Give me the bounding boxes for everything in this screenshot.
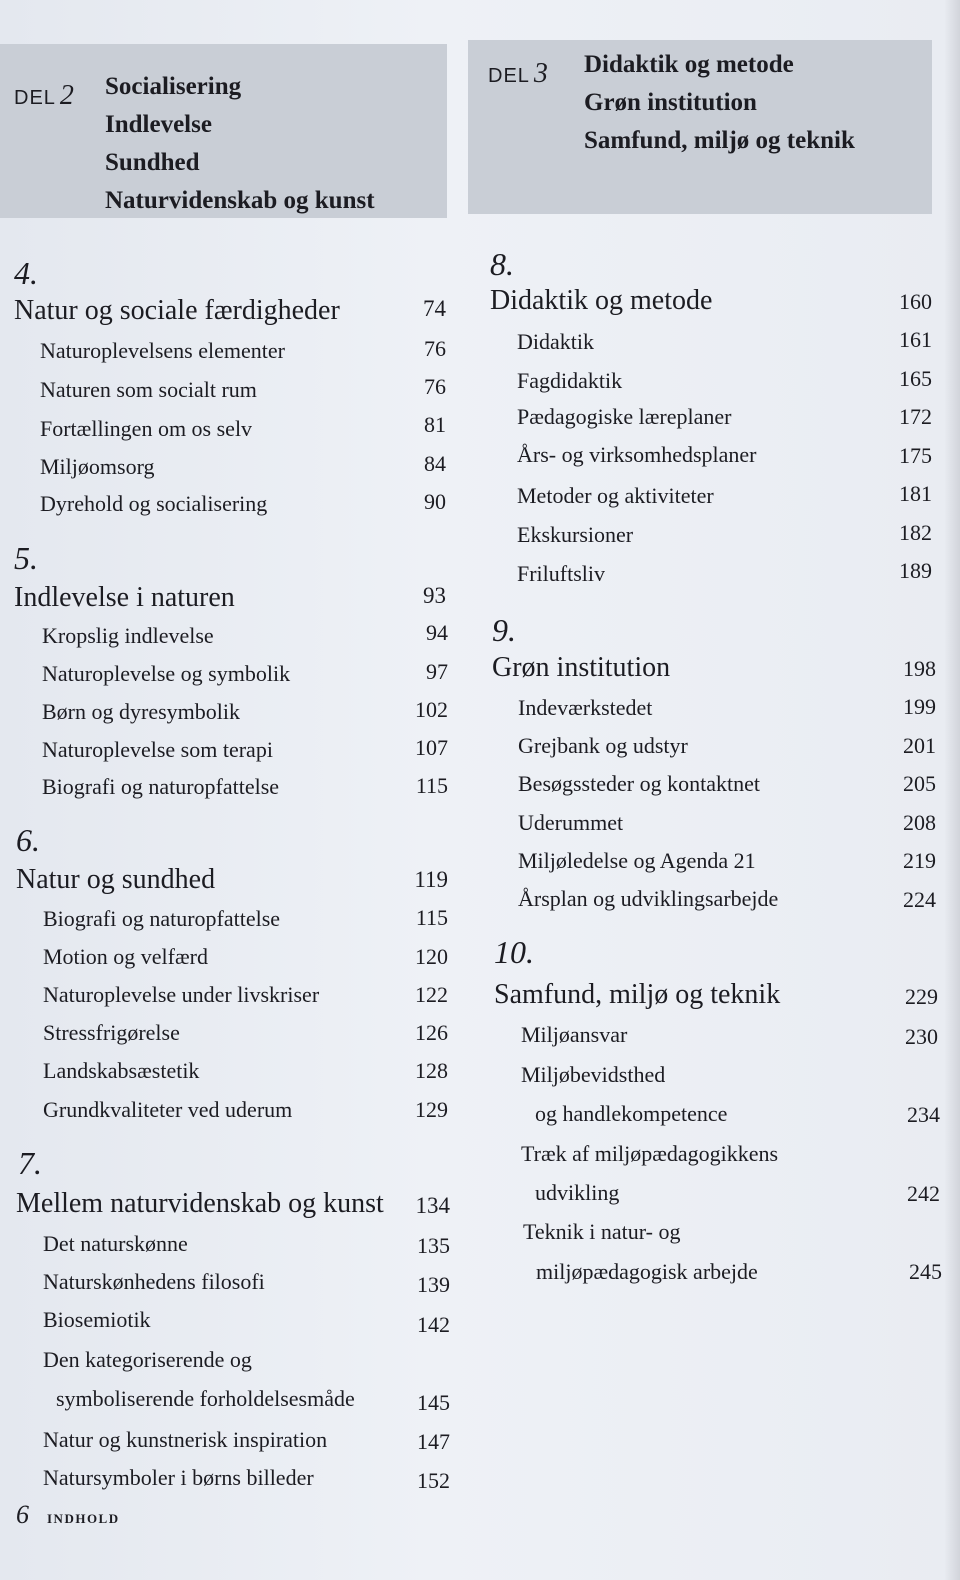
chapter-number: 10. [494,934,534,970]
del-label-text: DEL [14,87,56,109]
toc-entry: Ekskursioner [517,522,634,547]
toc-entry: Kropslig indlevelse [42,623,214,648]
toc-entry: Grundkvaliteter ved uderum [43,1097,293,1122]
toc-page: 102 [415,697,448,722]
toc-page: 135 [417,1233,450,1258]
toc-entry: udvikling [535,1180,620,1205]
del-number: 3 [533,58,549,89]
chapter-number: 4. [14,255,38,291]
toc-page: 165 [899,366,932,391]
toc-entry: Naturoplevelse under livskriser [43,982,320,1007]
toc-entry: Den kategoriserende og [43,1347,252,1372]
toc-page: 219 [903,848,936,873]
toc-page: 120 [415,944,448,969]
toc-entry: Grejbank og udstyr [518,733,688,758]
part-title: Samfund, miljø og teknik [584,127,855,154]
toc-entry: Biografi og naturopfattelse [42,774,280,799]
toc-page: 161 [899,327,932,352]
toc-entry: Naturoplevelsens elementer [40,338,285,363]
toc-entry: Friluftsliv [517,561,606,586]
toc-page: 122 [415,982,448,1007]
page-footer [16,1500,120,1530]
toc-page: 208 [903,810,936,835]
toc-page: 147 [417,1429,450,1454]
toc-entry: Biosemiotik [43,1307,151,1332]
toc-entry: Metoder og aktiviteter [517,483,714,508]
part-header-del-3 [468,40,932,214]
toc-page: 152 [417,1468,450,1493]
toc-page: 234 [907,1102,940,1127]
toc-page: 142 [417,1312,450,1337]
del-label [488,58,549,90]
toc-entry: Naturen som socialt rum [40,377,257,402]
toc-page: 81 [424,412,446,437]
toc-page: 201 [903,733,936,758]
chapter-page: 229 [905,984,938,1009]
toc-page: 230 [905,1024,938,1049]
toc-entry: Års- og virksomhedsplaner [517,442,757,467]
toc-page: 107 [415,735,448,760]
toc-entry: Teknik i natur- og [523,1219,681,1244]
chapter-title: Natur og sundhed [16,864,216,895]
toc-page: 172 [899,404,932,429]
toc-entry: Uderummet [518,810,624,835]
part-title: Grøn institution [584,89,757,116]
toc-page: 224 [903,887,936,912]
toc-entry: Stressfrigørelse [43,1020,180,1045]
chapter-title: Natur og sociale færdigheder [14,295,340,326]
del-label-text: DEL [488,65,530,87]
toc-entry: og handlekompetence [535,1101,728,1126]
toc-page: 205 [903,771,936,796]
toc-page: 76 [424,336,446,361]
toc-entry: Fortællingen om os selv [40,416,253,441]
toc-entry: Dyrehold og socialisering [40,491,268,516]
toc-entry: Træk af miljøpædagogikkens [521,1141,779,1166]
toc-page: 245 [909,1259,942,1284]
toc-entry: Årsplan og udviklingsarbejde [518,886,779,911]
part-titles [105,68,375,220]
chapter-number: 5. [14,540,38,576]
toc-entry: Natur og kunstnerisk inspiration [43,1427,328,1452]
chapter-page: 160 [899,289,932,314]
toc-entry: Natursymboler i børns billeder [43,1465,314,1490]
toc-entry: Børn og dyresymbolik [42,699,240,724]
footer-label: INDHOLD [47,1511,120,1526]
chapter-page: 134 [415,1193,450,1218]
toc-entry: Motion og velfærd [43,944,208,969]
toc-page: 199 [903,694,936,719]
toc-page: 145 [417,1390,450,1415]
part-header-del-2 [0,44,447,218]
part-title: Indlevelse [105,111,212,138]
toc-entry: Miljøbevidsthed [521,1062,666,1087]
chapter-title: Grøn institution [492,652,671,683]
toc-page: 115 [415,773,448,798]
toc-page: 182 [899,520,932,545]
toc-page: 129 [415,1097,448,1122]
toc-entry: Didaktik [517,329,594,354]
toc-entry: Naturskønhedens filosofi [43,1269,265,1294]
toc-entry: Pædagogiske læreplaner [517,404,732,429]
part-titles [584,46,855,160]
chapter-page: 119 [414,867,448,892]
chapter-page: 74 [423,296,446,321]
toc-page: 90 [424,489,446,514]
toc-page: 189 [899,558,932,583]
del-label [14,80,75,112]
chapter-number: 6. [16,822,40,858]
toc-page: 97 [426,659,448,684]
del-number: 2 [59,80,75,111]
toc-entry: Fagdidaktik [517,368,623,393]
part-title: Sundhed [105,149,200,176]
chapter-title: Indlevelse i naturen [14,582,235,613]
toc-page: 115 [415,905,448,930]
toc-page: 139 [417,1272,450,1297]
toc-page: 76 [424,374,446,399]
toc-page: 175 [899,443,932,468]
toc-entry: Miljøansvar [521,1022,628,1047]
toc-entry: Indeværkstedet [518,695,653,720]
chapter-page: 198 [903,656,936,681]
chapter-number: 8. [490,246,514,282]
toc-page: 181 [899,481,932,506]
toc-entry: Besøgssteder og kontaktnet [518,771,760,796]
toc-page: 128 [415,1058,448,1083]
footer-page-number: 6 [16,1500,29,1529]
toc-page: 126 [415,1020,448,1045]
part-title: Socialisering [105,73,242,100]
page-edge-shadow [944,0,960,1580]
toc-entry: Biografi og naturopfattelse [43,906,281,931]
toc-page: 84 [424,451,446,476]
toc-entry: symboliserende forholdelsesmåde [56,1386,355,1411]
toc-page: 94 [426,620,448,645]
part-title: Naturvidenskab og kunst [105,187,375,214]
chapter-title: Samfund, miljø og teknik [494,979,781,1010]
toc-entry: Miljøomsorg [40,454,155,479]
toc-entry: Naturoplevelse som terapi [42,737,273,762]
toc-entry: Landskabsæstetik [43,1058,200,1083]
chapter-page: 93 [423,583,446,608]
toc-page: 242 [907,1181,940,1206]
toc-entry: Naturoplevelse og symbolik [42,661,291,686]
chapter-number: 9. [492,612,516,648]
part-title: Didaktik og metode [584,51,794,78]
toc-entry: miljøpædagogisk arbejde [536,1259,758,1284]
chapter-title: Didaktik og metode [490,285,713,316]
toc-entry: Det naturskønne [43,1231,188,1256]
toc-entry: Miljøledelse og Agenda 21 [518,848,756,873]
chapter-title: Mellem naturvidenskab og kunst [16,1188,384,1219]
chapter-number: 7. [18,1145,42,1181]
